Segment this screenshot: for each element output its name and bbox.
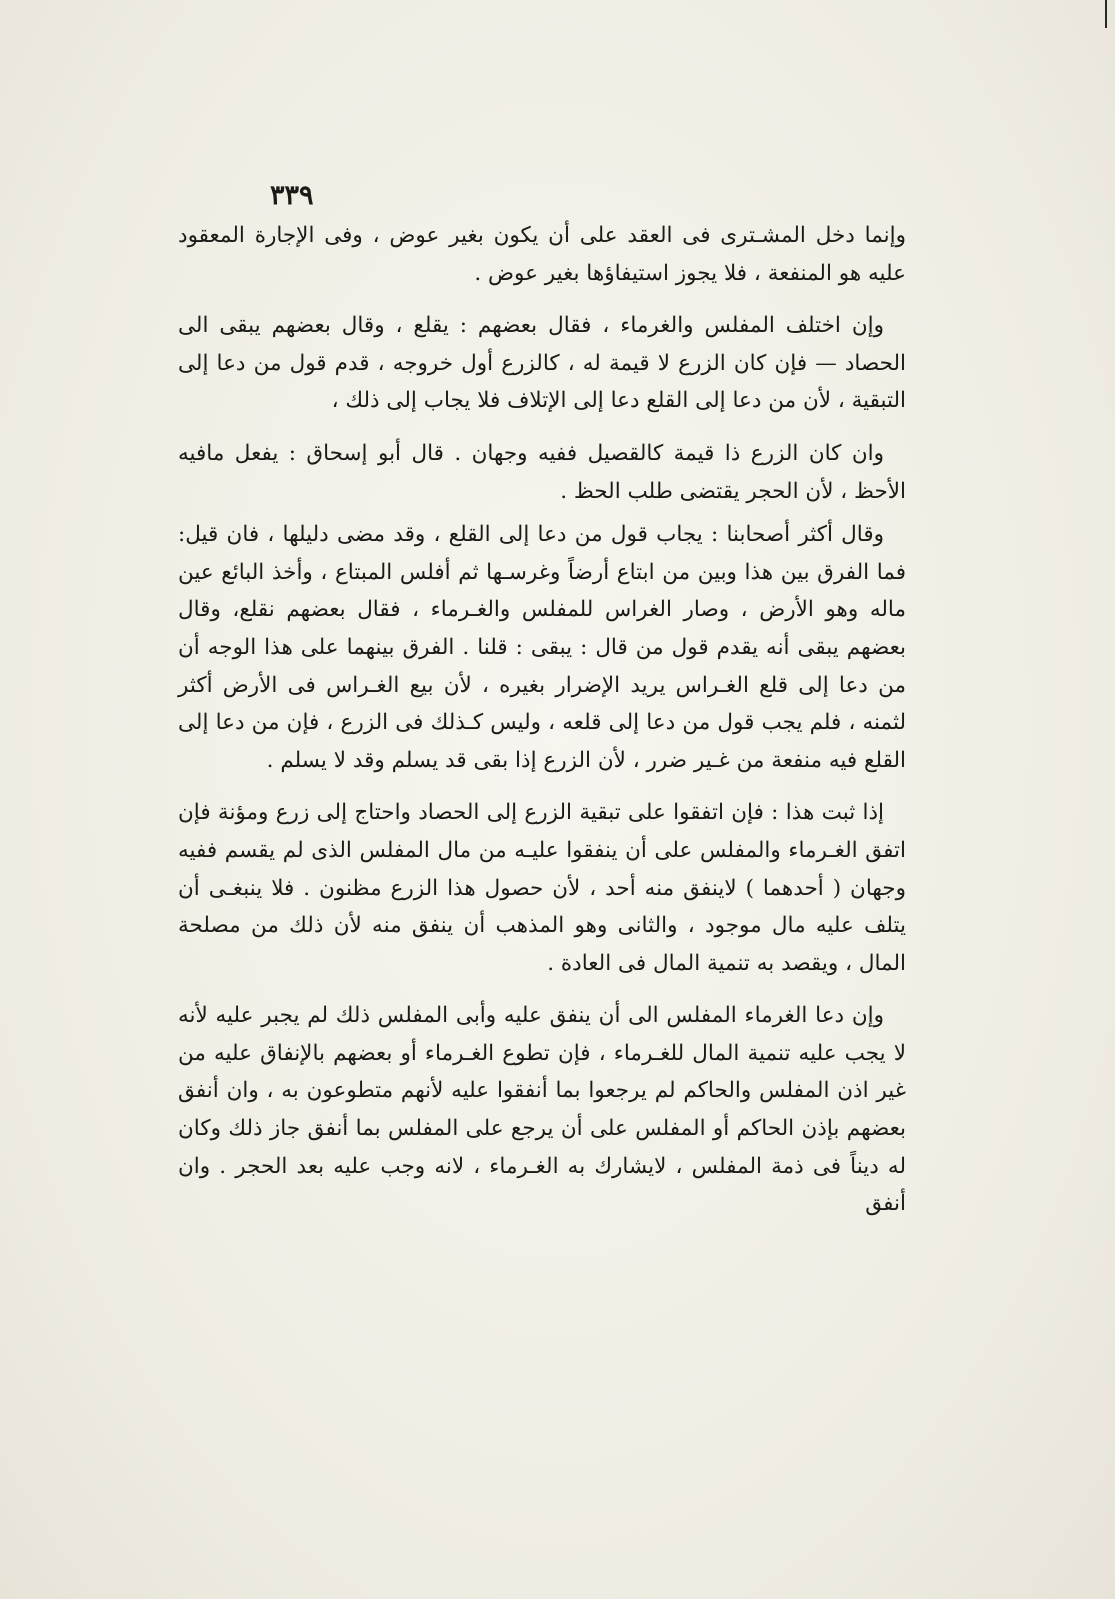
paragraph-2: وإن اختلف المفلس والغرماء ، فقال بعضهم : يقلع ، وقال بعضهم يبقى الى الحصاد — فإن كان الزرع لا قيمة له ، كالزرع أول خروجه ، قدم قول من دعا إلى التبقية ، لأن من دعا إلى القلع دعا إلى الإتلاف فلا يجاب إلى ذلك ، <box>178 313 906 414</box>
page-number: ٣٣٩ <box>270 180 314 211</box>
paragraph-3: وان كان الزرع ذا قيمة كالقصيل ففيه وجهان . قال أبو إسحاق : يفعل مافيه الأحظ ، لأن الحجر يقتضى طلب الحظ . <box>178 440 906 504</box>
paragraph-6: وإن دعا الغرماء المفلس الى أن ينفق عليه وأبى المفلس ذلك لم يجبر عليه لأنه لا يجب عليه تنمية المال للغـرماء ، فإن تطوع الغـرماء أو بعضهم بالإنفاق عليه من غير اذن المفلس والحاكم لم يرجعوا بما أنفقوا عليه لأنهم متطوعون به ، وان أنفق بعضهم بإذن الحاكم أو المفلس على أن يرجع على المفلس بما أنفق جاز ذلك وكان له ديناً فى ذمة المفلس ، لايشارك به الغـرماء ، لانه وجب عليه بعد الحجر . وان أنفق <box>178 1003 906 1217</box>
paragraph-5: إذا ثبت هذا : فإن اتفقوا على تبقية الزرع إلى الحصاد واحتاج إلى زرع ومؤنة فإن اتفق الغـرماء والمفلس على أن ينفقوا عليـه من مال المفلس الذى لم يقسم ففيه وجهان ( أحدهما ) لاينفق منه أحد ، لأن حصول هذا الزرع مظنون . فلا ينبغـى أن يتلف عليه مال موجود ، والثانى وهو المذهب أن ينفق منه لأن ذلك من مصلحة المال ، ويقصد به تنمية المال فى العادة . <box>178 800 906 976</box>
paragraph-1: وإنما دخل المشـترى فى العقد على أن يكون بغير عوض ، وفى الإجارة المعقود عليه هو المنفعة ، فلا يجوز استيفاؤها بغير عوض . <box>178 223 906 286</box>
page-body <box>178 217 906 1238</box>
paragraph-4: وقال أكثر أصحابنا : يجاب قول من دعا إلى القلع ، وقد مضى دليلها ، فان قيل: فما الفرق بين هذا وبين من ابتاع أرضاً وغرسـها ثم أفلس المبتاع ، وأخذ البائع عين ماله وهو الأرض ، وصار الغراس للمفلس والغـرماء ، فقال بعضهم نقلع، وقال بعضهم يبقى أنه يقدم قول من قال : يبقى : قلنا . الفرق بينهما على هذا الوجه أن من دعا إلى قلع الغـراس يريد الإضرار بغيره ، لأن بيع الغـراس فى الأرض أكثر لثمنه ، فلم يجب قول من دعا إلى قلعه ، وليس كـذلك فى الزرع ، فإن من دعا إلى القلع فيه منفعة من غـير ضرر ، لأن الزرع إذا بقى قد يسلم وقد لا يسلم . <box>178 522 906 773</box>
page-edge-mark <box>1105 0 1107 28</box>
